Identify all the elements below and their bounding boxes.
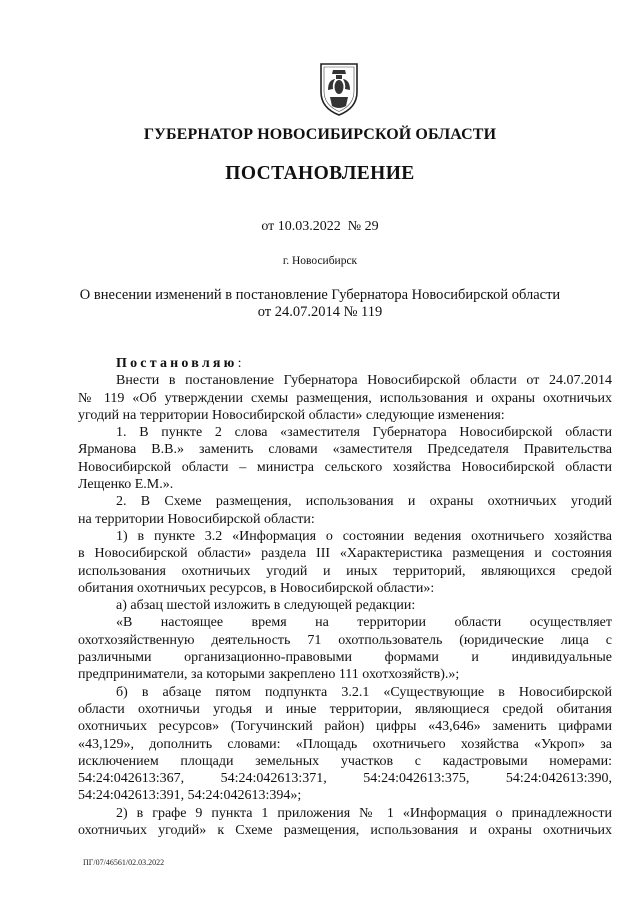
- item-2-2: [78, 805, 612, 840]
- paragraph-line: обитания охотничьих ресурсов, в Новосибирской области»:: [78, 580, 435, 596]
- paragraph-line: исключением площади земельных участков с кадастровыми номерами:: [78, 753, 612, 769]
- paragraph-line: угодий на территории Новосибирской области» следующие изменения:: [78, 407, 505, 423]
- item-1: [78, 424, 612, 493]
- document-type: ПОСТАНОВЛЕНИЕ: [225, 163, 415, 184]
- paragraph-line: № 119 «Об утверждении схемы размещения, использования и охраны охотничьих: [78, 390, 612, 406]
- item-a: [78, 597, 612, 614]
- paragraph-line: «В настоящее время на территории области осуществляет: [116, 615, 612, 631]
- paragraph-line: Лещенко Е.М.».: [78, 477, 174, 493]
- paragraph-line: б) в абзаце пятом подпункта 3.2.1 «Существующие в Новосибирской: [116, 684, 612, 700]
- resolve-colon: :: [237, 356, 242, 371]
- paragraph-line: 54:24:042613:367, 54:24:042613:371, 54:24:042613:375, 54:24:042613:390,: [78, 771, 612, 787]
- document-subject: [0, 287, 640, 321]
- paragraph-line: Ярманова В.В.» заменить словами «заместителя Председателя Правительства: [78, 442, 612, 458]
- paragraph-line: использования охотничьих угодий и иных территорий, являющихся средой: [78, 563, 612, 579]
- paragraph-line: 2. В Схеме размещения, использования и охраны охотничьих угодий: [116, 494, 612, 510]
- paragraph-line: охотхозяйственную деятельность 71 охотпользователь (юридические лица с: [78, 632, 612, 648]
- paragraph-line: охотничьих ресурсов» (Тогучинский район) цифры «43,646» заменить цифрами: [78, 719, 612, 735]
- paragraph-line: 1. В пункте 2 слова «заместителя Губернатора Новосибирской области: [116, 425, 612, 441]
- paragraph-line: различными организационно-правовыми формами и индивидуальные: [78, 650, 612, 666]
- city: г. Новосибирск: [282, 255, 358, 267]
- paragraph-line: предприниматели, за которыми закреплено 111 охотхозяйств).»;: [78, 667, 460, 683]
- paragraph-line: 54:24:042613:391, 54:24:042613:394»;: [78, 788, 302, 804]
- paragraph-line: 1) в пункте 3.2 «Информация о состоянии ведения охотничьего хозяйства: [116, 528, 612, 544]
- paragraph-line: области охотничьи угодья и иные территории, являющиеся средой обитания: [78, 701, 612, 717]
- paragraph-line: 2) в графе 9 пункта 1 приложения № 1 «Информация о принадлежности: [116, 805, 612, 821]
- resolve-word: Постановляю: [116, 356, 238, 371]
- paragraph-line: Внести в постановление Губернатора Новосибирской области от 24.07.2014: [116, 373, 612, 389]
- paragraph-line: охотничьих угодий» к Схеме размещения, использования и охраны охотничьих: [78, 823, 612, 839]
- resolve-line: [78, 355, 612, 372]
- paragraph-line: «43,129», дополнить словами: «Площадь охотничьего хозяйства «Укроп» за: [78, 736, 612, 752]
- item-2: [78, 493, 612, 528]
- paragraph-line: а) абзац шестой изложить в следующей редакции:: [116, 598, 416, 614]
- footer-doc-code: ПГ/07/46561/02.03.2022: [83, 858, 165, 867]
- paragraph-line: в Новосибирской области» раздела III «Характеристика размещения и состояния: [78, 546, 612, 562]
- intro-paragraph: [78, 372, 612, 424]
- item-2-1: [78, 528, 612, 597]
- item-b: [78, 684, 612, 805]
- date-number: от 10.03.2022 № 29: [261, 219, 379, 234]
- subject-line: О внесении изменений в постановление Губернатора Новосибирской области: [79, 287, 561, 303]
- coat-of-arms-icon: [316, 60, 362, 118]
- quoted-text: [78, 614, 612, 683]
- paragraph-line: на территории Новосибирской области:: [78, 511, 315, 527]
- subject-line: от 24.07.2014 № 119: [257, 304, 383, 320]
- issuing-authority: ГУБЕРНАТОР НОВОСИБИРСКОЙ ОБЛАСТИ: [143, 126, 497, 143]
- document-body: [78, 355, 612, 839]
- paragraph-line: Новосибирской области – министра сельского хозяйства Новосибирской области: [78, 459, 612, 475]
